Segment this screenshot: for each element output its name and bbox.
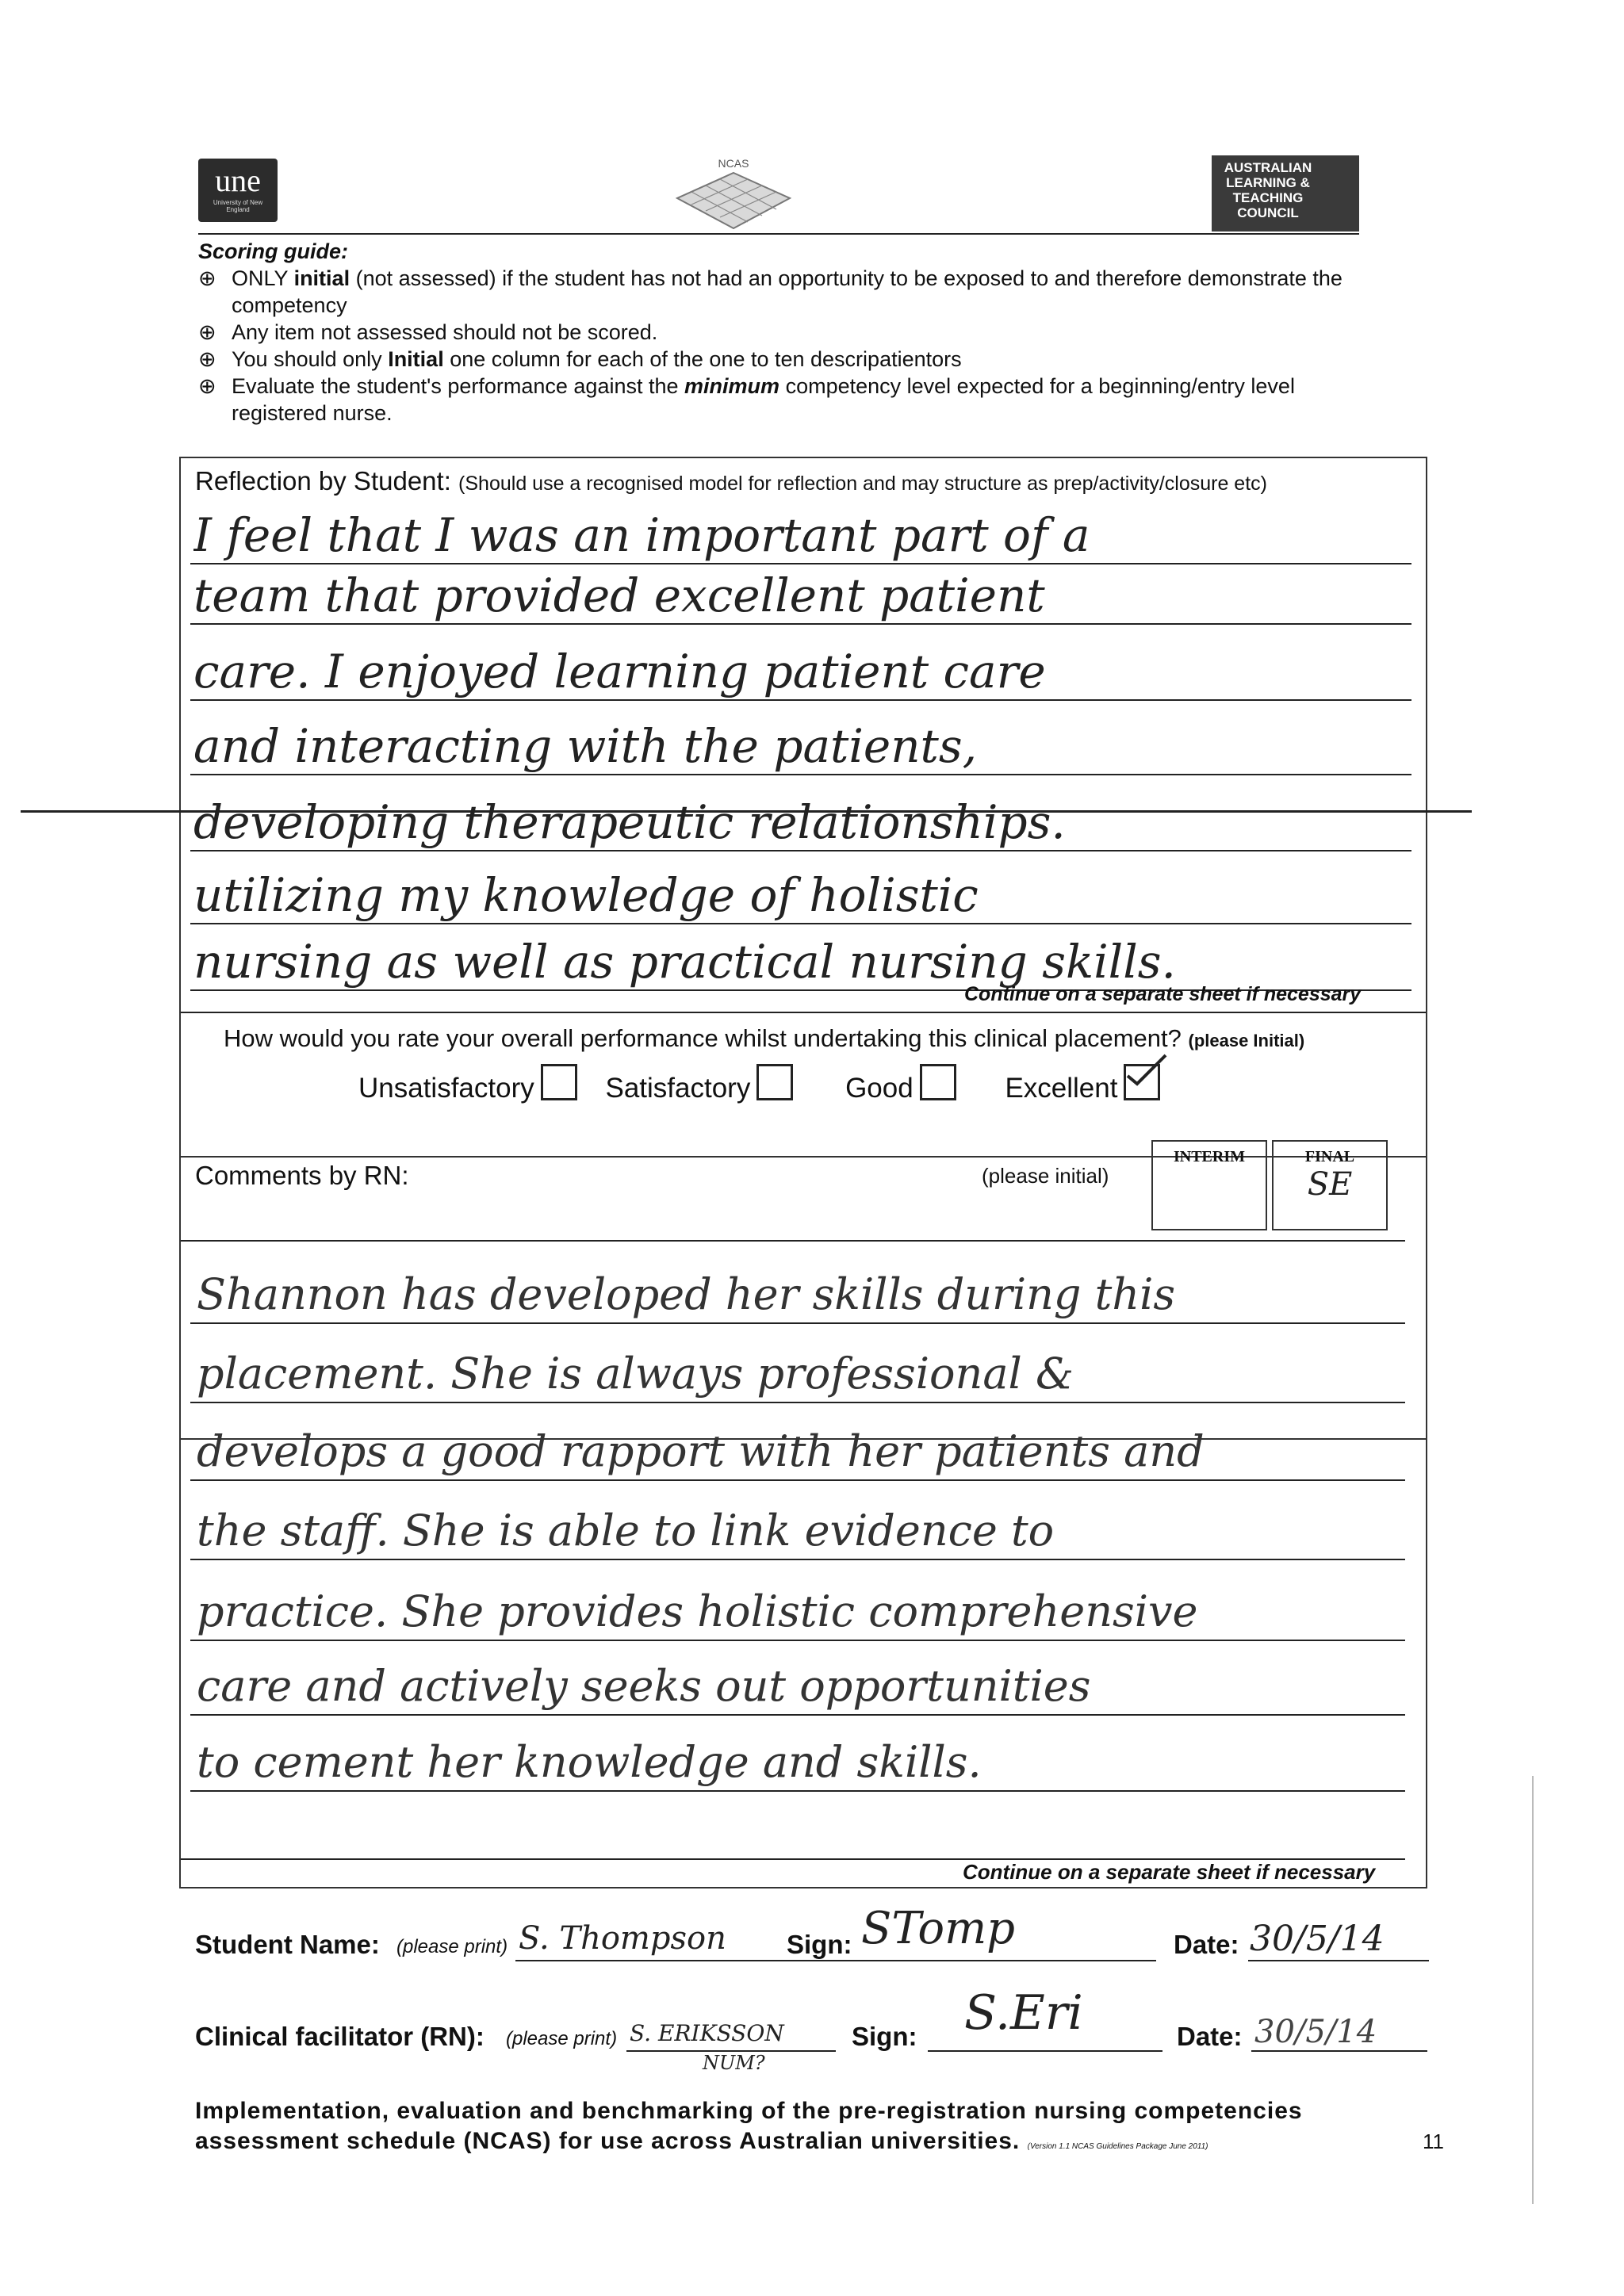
reflection-divider (181, 1012, 1426, 1013)
facilitator-sign-label: Sign: (852, 2022, 917, 2051)
facilitator-label: Clinical facilitator (RN): (195, 2022, 485, 2051)
final-initial-box[interactable] (1272, 1140, 1388, 1230)
altc-logo-text: AUSTRALIAN LEARNING & TEACHING COUNCIL (1224, 160, 1312, 220)
reflection-rule (190, 774, 1411, 775)
scoring-guide-title: Scoring guide: (198, 239, 348, 263)
reflection-line[interactable]: I feel that I was an important part of a (193, 509, 1090, 561)
crosshair-bullet-icon: ⊕ (198, 347, 216, 371)
rn-rule (190, 1322, 1405, 1324)
rn-comment-line[interactable]: placement. She is always professional & (197, 1349, 1074, 1399)
final-label: FINAL (1304, 1148, 1355, 1165)
reflection-rule (190, 623, 1411, 625)
facilitator-note: (please print) (506, 2028, 618, 2049)
scoring-bullet-3: ⊕ You should only Initial one column for each of the one to ten descripatientors (198, 347, 962, 371)
rn-continue-note: Continue on a separate sheet if necessary (963, 1860, 1376, 1884)
reflection-heading (195, 466, 1267, 496)
scoring-bullet-4: ⊕ Evaluate the student's performance against the minimum competency level expected for a beginning/entry level registered nurse. (198, 374, 1295, 425)
student-name-label: Student Name: (195, 1930, 380, 1959)
rating-question: How would you rate your overall performance whilst undertaking this clinical placement? (please Initial) (224, 1024, 1305, 1052)
crosshair-bullet-icon: ⊕ (198, 374, 216, 398)
scoring-bullet-1: ⊕ ONLY initial (not assessed) if the student has not had an opportunity to be exposed to and therefore demonstrate the competency (198, 266, 1342, 317)
reflection-line[interactable]: utilizing my knowledge of holistic (193, 869, 979, 921)
reflection-rule (190, 850, 1411, 851)
reflection-line[interactable]: care. I enjoyed learning patient care (193, 645, 1046, 698)
une-logo-text: une (215, 163, 261, 198)
facilitator-date-label: Date: (1177, 2022, 1243, 2051)
rn-comment-line[interactable]: to cement her knowledge and skills. (197, 1737, 982, 1787)
rn-rule (190, 1790, 1405, 1792)
facilitator-signature[interactable]: S.Eri (964, 1985, 1083, 2041)
rn-rule (190, 1640, 1405, 1641)
reflection-line[interactable]: team that provided excellent patient (193, 569, 1045, 622)
header-rule (198, 233, 1359, 235)
rating-satisfactory-checkbox[interactable] (756, 1064, 793, 1100)
rating-good[interactable]: Good (845, 1073, 963, 1104)
rating-unsatisfactory[interactable]: Unsatisfactory (358, 1073, 584, 1104)
rating-excellent-checkbox[interactable] (1124, 1064, 1160, 1100)
rating-satisfactory[interactable]: Satisfactory (605, 1073, 801, 1104)
footer-version: (Version 1.1 NCAS Guidelines Package June 2011) (1027, 2142, 1208, 2151)
facilitator-date-value[interactable]: 30/5/14 (1254, 2014, 1377, 2050)
facilitator-sign-line (928, 2050, 1162, 2052)
reflection-title: Reflection by Student: (195, 466, 451, 496)
reflection-subtitle: (Should use a recognised model for reflection and may structure as prep/activity/closure etc) (458, 473, 1267, 495)
rn-comment-line[interactable]: Shannon has developed her skills during this (197, 1269, 1176, 1319)
ncas-logo (674, 157, 793, 233)
reflection-rule (190, 923, 1411, 924)
rn-rule (190, 1559, 1405, 1560)
reflection-continue-note: Continue on a separate sheet if necessary (964, 983, 1362, 1005)
rating-excellent[interactable]: Excellent (1005, 1073, 1160, 1104)
rating-unsatisfactory-checkbox[interactable] (541, 1064, 577, 1100)
rn-initial-note: (please initial) (982, 1164, 1109, 1188)
footer-line-1: Implementation, evaluation and benchmarking of the pre-registration nursing competencies (195, 2098, 1303, 2124)
altc-logo (1212, 155, 1359, 232)
reflection-rule (190, 563, 1411, 564)
rn-comments-title: Comments by RN: (195, 1161, 409, 1190)
student-date-line (1248, 1960, 1429, 1961)
footer-line-2: assessment schedule (NCAS) for use across Australian universities. (Version 1.1 NCAS Guidelines Package June 2011) (195, 2128, 1208, 2154)
student-signature[interactable]: STomp (861, 1903, 1016, 1954)
rn-rule (190, 1479, 1405, 1481)
crosshair-bullet-icon: ⊕ (198, 266, 216, 290)
rn-comment-line[interactable]: develops a good rapport with her patients and (197, 1426, 1205, 1476)
scan-edge-mark (1532, 1776, 1534, 2204)
student-name-note: (please print) (396, 1936, 508, 1957)
reflection-line[interactable]: and interacting with the patients, (193, 720, 978, 772)
ncas-logo-text: NCAS (718, 157, 749, 170)
final-initials: SE (1307, 1166, 1353, 1203)
student-signature-row (195, 1903, 1432, 1974)
rating-options (358, 1064, 1160, 1104)
scoring-bullet-2: ⊕ Any item not assessed should not be scored. (198, 320, 658, 344)
student-sign-label: Sign: (787, 1930, 852, 1959)
rn-header-rule (181, 1240, 1405, 1242)
student-date-label: Date: (1174, 1930, 1239, 1959)
reflection-line[interactable]: nursing as well as practical nursing skills. (193, 936, 1176, 988)
rn-comment-line[interactable]: practice. She provides holistic comprehensive (197, 1586, 1198, 1636)
rn-comment-line[interactable]: the staff. She is able to link evidence to (197, 1506, 1055, 1556)
ncas-grid-icon (674, 170, 793, 232)
rating-question-note: (please Initial) (1188, 1031, 1305, 1050)
facilitator-signature-row (195, 1985, 1432, 2080)
une-logo (198, 159, 278, 222)
student-date-value[interactable]: 30/5/14 (1250, 1919, 1385, 1959)
rating-good-checkbox[interactable] (920, 1064, 956, 1100)
facilitator-role: NUM? (703, 2052, 765, 2074)
rn-rule (190, 1402, 1405, 1403)
footer (195, 2096, 1432, 2162)
reflection-rule (190, 699, 1411, 701)
reflection-line[interactable]: developing therapeutic relationships. (193, 796, 1066, 848)
rn-comment-line[interactable]: care and actively seeks out opportunities (197, 1661, 1091, 1711)
facilitator-date-line (1251, 2050, 1427, 2052)
facilitator-name-value[interactable]: S. ERIKSSON (630, 2020, 784, 2046)
student-sign-line (855, 1960, 1156, 1961)
rn-rule (190, 1714, 1405, 1716)
page-number: 11 (1423, 2130, 1444, 2153)
interim-label: INTERIM (1173, 1148, 1245, 1165)
interim-initial-box[interactable] (1151, 1140, 1267, 1230)
checkmark-icon (1123, 1052, 1170, 1089)
crosshair-bullet-icon: ⊕ (198, 320, 216, 344)
student-name-value[interactable]: S. Thompson (519, 1920, 726, 1957)
une-logo-subtext: University of New England (213, 199, 263, 213)
scoring-guide (198, 238, 1483, 427)
